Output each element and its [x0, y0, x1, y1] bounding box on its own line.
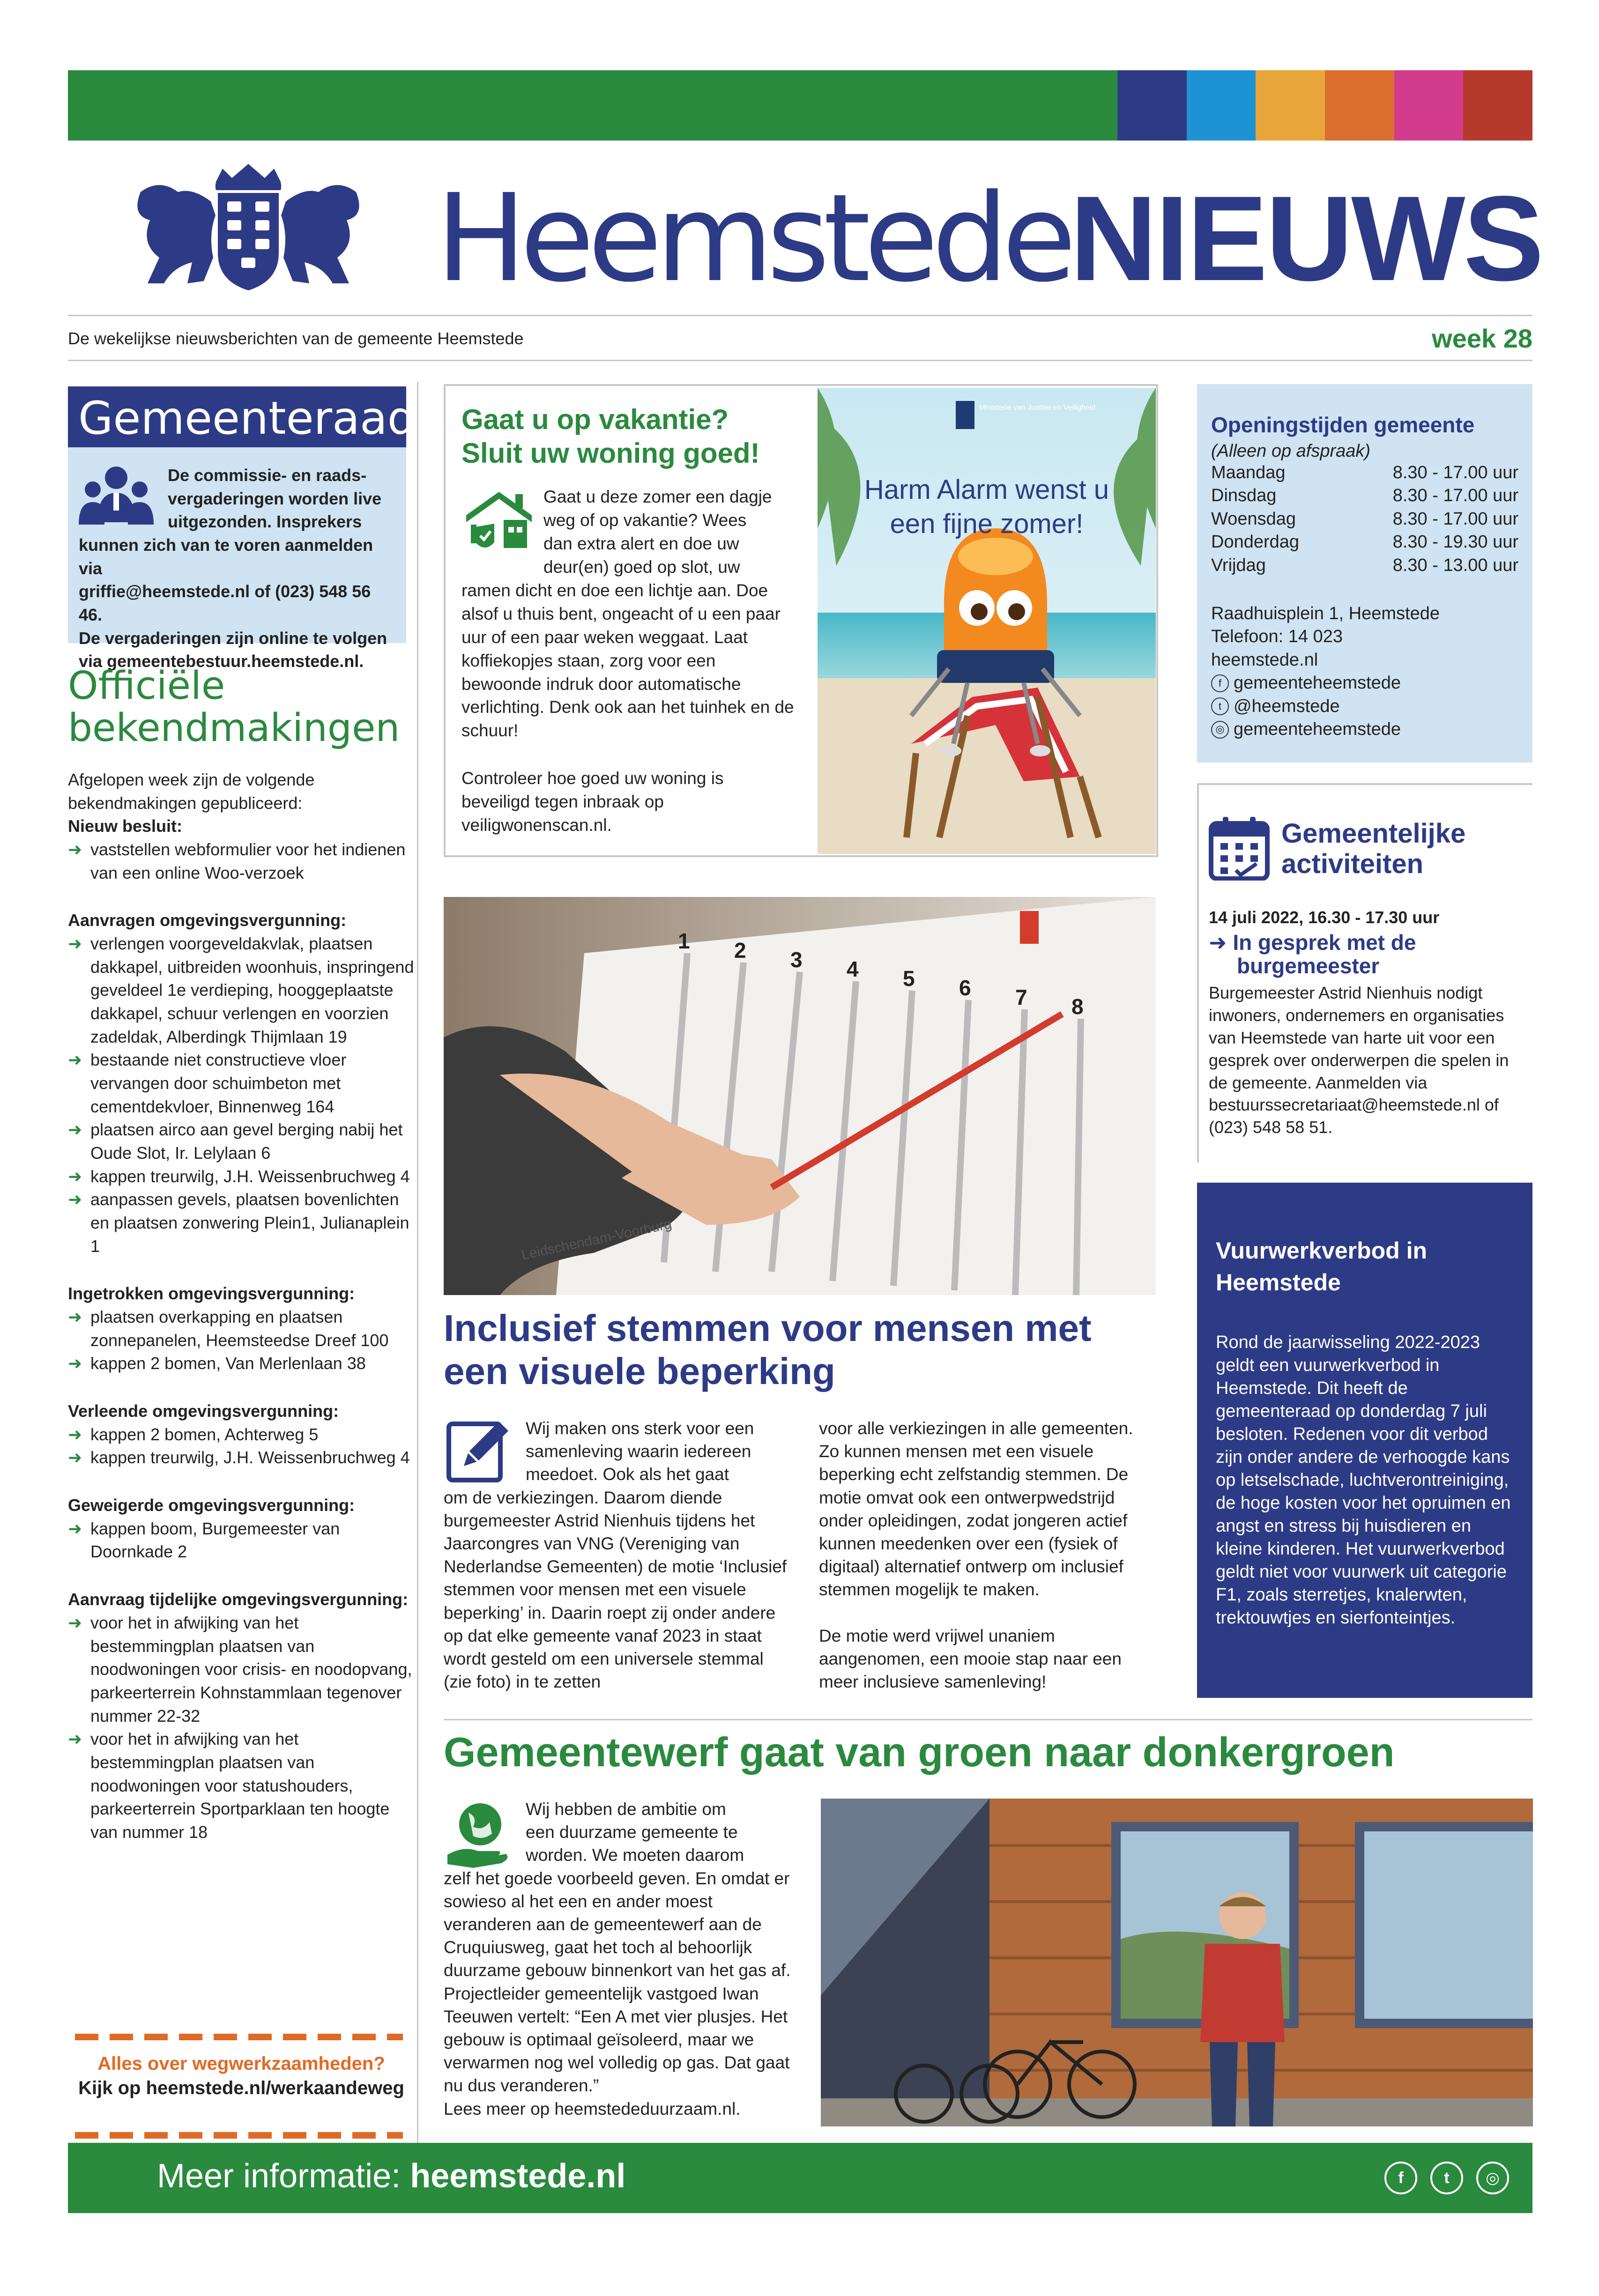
arrow-right-icon: ➜ [68, 1050, 82, 1070]
openingstijden-day: Vrijdag [1211, 555, 1266, 575]
vakantie-title [461, 403, 827, 470]
gemeenteraad-heading: Gemeenteraad [68, 386, 406, 447]
vuurwerk-text: Rond de jaarwisseling 2022-2023 geldt een vuurwerkverbod in Heemstede. Dit heeft de gemeenteraad op donderdag 7 juli besloten. Redenen voor dit verbod zijn onder andere de verhoogde kans op letselschade, luchtverontreiniging, de hoge kosten voor het opruimen en angst en stress bij huisdieren en kleine kinderen. Het vuurwerkverbod geldt niet voor vuurwerk uit categorie F1, zoals sterretjes, knalerwten, trektouwtjes en sierfonteintjes. [1216, 1333, 1511, 1628]
activiteit-title: ➜ In gesprek met de burgemeester [1209, 930, 1416, 978]
svg-text:6: 6 [959, 976, 971, 1000]
masthead-subtitle: De wekelijkse nieuwsberichten van de gemeente Heemstede [68, 329, 524, 348]
twitter-link[interactable] [1211, 695, 1518, 718]
bekendmaking-item-text: kappen 2 bomen, Van Merlenlaan 38 [90, 1354, 366, 1373]
bekendmaking-item-text: voor het in afwijking van het bestemmingplan plaatsen van noodwoningen voor crisis- en noodopvang, parkeerterrein Kohnstammlaan tegenover nummer 22-32 [90, 1613, 412, 1726]
activiteiten-title-line: Gemeentelijke [1281, 818, 1466, 849]
gemeenteraad-line: De commissie- en raads- [168, 466, 367, 485]
bekendmaking-item[interactable] [68, 838, 415, 884]
harm-alarm-caption-line: een fijne zomer! [890, 508, 1084, 539]
openingstijden-hours: 8.30 - 17.00 uur [1392, 463, 1518, 482]
bekendmaking-section-heading: Aanvragen omgevingsvergunning: [68, 911, 347, 930]
stemmen-title-line: Inclusief stemmen voor mensen met [444, 1307, 1092, 1349]
bekendmakingen-title-line: Officiële [68, 664, 225, 708]
instagram-link[interactable] [1211, 718, 1518, 741]
bekendmaking-item[interactable] [68, 1352, 415, 1375]
color-bar-green [68, 70, 1117, 141]
bekendmakingen-intro: Afgelopen week zijn de volgende bekendmakingen gepubliceerd: [68, 770, 315, 813]
bekendmakingen-title [68, 665, 415, 749]
activiteiten-body [1209, 906, 1527, 1139]
stemmen-column-2 [819, 1417, 1156, 1693]
color-bar-red [1463, 70, 1532, 141]
gemeentewerf-more-link[interactable]: Lees meer op heemstededuurzaam.nl. [444, 2099, 741, 2118]
gemeentewerf-text-line: worden. We moeten daarom [526, 1845, 744, 1865]
dashed-divider [75, 2034, 403, 2040]
svg-text:3: 3 [790, 948, 803, 972]
activiteiten-title [1281, 819, 1465, 880]
bekendmaking-item[interactable] [68, 1611, 415, 1727]
facebook-icon: f [1211, 674, 1229, 692]
bekendmakingen-list [68, 768, 415, 1844]
activiteit-description: Burgemeester Astrid Nienhuis nodigt inwoners, ondernemers en organisaties van Heemstede van harte uit voor een gesprek over onderwerpen die spelen in de gemeente. Aanmelden via bestuurssecretariaat@heemstede.nl of (023) 548 58 51. [1209, 983, 1509, 1137]
bekendmaking-item-text: kappen treurwilg, J.H. Weissenbruchweg 4 [90, 1448, 410, 1467]
stemmen-column-1 [444, 1417, 790, 1693]
gemeentewerf-text-line: Wij hebben de ambitie om [526, 1800, 726, 1819]
vakantie-body [461, 485, 799, 837]
harm-alarm-caption-line: Harm Alarm wenst u [864, 474, 1109, 505]
bekendmaking-item-text: aanpassen gevels, plaatsen bovenlichten en plaatsen zonwering Plein1, Julianaplein 1 [90, 1190, 409, 1256]
svg-text:2: 2 [734, 938, 746, 963]
gemeentewerf-paragraph: zelf het goede voorbeeld geven. En omdat er sowieso al het een en ander moest veranderen aan de gemeentewerf aan de Cruquiusweg, gaat het toch al behoorlijk duurzame gebouw binnenkort van het gas af. Projectleider gemeentelijk vastgoed Iwan Teeuwen vertelt: “Een A met vier plusjes. Het gebouw is optimaal geïsoleerd, maar we verwarmen nog wel volledig op gas. Dat gaat nu dus veranderen.” [444, 1868, 791, 2096]
vuurwerk-title [1216, 1235, 1514, 1298]
stemmen-title [444, 1307, 1175, 1393]
openingstijden-row [1211, 461, 1518, 484]
activiteit-date: 14 juli 2022, 16.30 - 17.30 uur [1209, 908, 1440, 927]
openingstijden-row [1211, 508, 1518, 531]
stemmen-text-line: Wij maken ons sterk voor een [526, 1419, 754, 1438]
contact-info [1211, 602, 1518, 741]
arrow-right-icon: ➜ [68, 1120, 82, 1140]
stemmen-text-line: samenleving waarin iedereen [526, 1442, 751, 1461]
color-bar-blue [1187, 70, 1256, 141]
vakantie-text-line: weg of op vakantie? Wees [543, 510, 747, 530]
bekendmaking-item[interactable] [68, 932, 415, 1048]
top-color-bar [68, 70, 1532, 141]
bekendmakingen-title-line: bekendmakingen [68, 706, 400, 751]
openingstijden-day: Donderdag [1211, 532, 1300, 552]
footer-bar [68, 2143, 1532, 2213]
bekendmaking-item-text: vaststellen webformulier voor het indienen van een online Woo-verzoek [90, 840, 406, 882]
footer-social-icons [1384, 2162, 1509, 2194]
bekendmaking-item-text: kappen 2 bomen, Achterweg 5 [90, 1424, 319, 1444]
svg-text:5: 5 [903, 966, 915, 991]
bekendmaking-item-text: kappen boom, Burgemeester van Doornkade 2 [90, 1518, 340, 1562]
openingstijden-row [1211, 531, 1518, 554]
bekendmaking-item-text: bestaande niet constructieve vloer vervangen door schuimbeton met cementdekvloer, Binnenweg 164 [90, 1050, 347, 1116]
gemeenteraad-line: vergaderingen worden live [168, 489, 382, 508]
openingstijden-subtitle: (Alleen op afspraak) [1211, 441, 1371, 461]
gemeenteraad-line: kunnen zich van te voren aanmelden via [79, 535, 373, 578]
harm-alarm-caption [818, 473, 1156, 541]
gemeenteraad-text [79, 464, 397, 673]
stemmal-label: Leidschendam-Voorburg [520, 1216, 673, 1263]
facebook-icon[interactable]: f [1384, 2162, 1417, 2194]
facebook-link[interactable] [1211, 672, 1518, 695]
gemeentewerf-title: Gemeentewerf gaat van groen naar donkergroen [444, 1729, 1395, 1775]
activiteiten-title-line: activiteiten [1281, 848, 1423, 879]
openingstijden-title: Openingstijden gemeente [1211, 413, 1475, 437]
arrow-right-icon: ➜ [68, 1166, 82, 1186]
divider [444, 1719, 1532, 1720]
wegwerk-link[interactable]: Kijk op heemstede.nl/werkaandeweg [78, 2078, 404, 2098]
svg-text:7: 7 [1015, 985, 1027, 1009]
bekendmaking-item[interactable] [68, 1727, 415, 1844]
phone[interactable]: Telefoon: 14 023 [1211, 627, 1343, 647]
openingstijden-day: Dinsdag [1211, 486, 1277, 506]
vakantie-paragraph-link: Controleer hoe goed uw woning is beveiligd tegen inbraak op veiligwonenscan.nl. [461, 769, 724, 835]
arrow-right-icon: ➜ [68, 1190, 82, 1209]
gemeentewerf-body [444, 1798, 800, 2120]
color-bar-yellow [1256, 70, 1325, 141]
vakantie-title-line: Sluit uw woning goed! [461, 437, 760, 469]
instagram-handle: gemeenteheemstede [1234, 719, 1401, 739]
vakantie-paragraph: ramen dicht en doe een lichtje aan. Doe alsof u thuis bent, ongeacht of u een paar uur of een paar weken weggaat. Laat koffiekopjes staan, zorg voor een bewoonde indruk door automatische verlichting. Denk ook aan het tuinhek en de schuur! [461, 580, 794, 741]
color-bar-pink [1394, 70, 1464, 141]
vuurwerk-box [1197, 1183, 1532, 1698]
twitter-icon[interactable]: t [1430, 2162, 1463, 2194]
divider [68, 360, 1532, 361]
week-number: week 28 [1432, 324, 1532, 353]
arrow-right-icon: ➜ [68, 1424, 82, 1444]
arrow-right-icon: ➜ [68, 1729, 82, 1749]
gemeenteraad-line: De vergaderingen zijn online te volgen [79, 628, 387, 648]
arrow-right-icon: ➜ [68, 1354, 82, 1373]
bekendmaking-item[interactable] [68, 1305, 415, 1352]
arrow-right-icon: ➜ [68, 1448, 82, 1467]
openingstijden-row [1211, 484, 1518, 507]
vuurwerk-title-line: Heemstede [1216, 1269, 1341, 1296]
openingstijden-hours: 8.30 - 17.00 uur [1392, 486, 1518, 506]
gemeenteraad-contact[interactable]: griffie@heemstede.nl of (023) 548 56 46. [79, 582, 371, 625]
bekendmaking-item-text: verlengen voorgeveldakvlak, plaatsen dakkapel, uitbreiden woonhuis, inspringend geveldeel 1e verdieping, hooggeplaatste dakkapel, schuur verlengen en voorzien zadeldak, Alberdingk Thijmlaan 19 [90, 934, 414, 1046]
openingstijden-row [1211, 554, 1518, 577]
heemstede-coat-of-arms-logo[interactable] [122, 164, 375, 295]
stemmen-paragraph: voor alle verkiezingen in alle gemeenten. Zo kunnen mensen met een visuele beperking echt zelfstandig stemmen. De motie omvat ook een ontwerpwedstrijd onder opleidingen, zodat jongeren actief kunnen meedenken over een (fysiek of digitaal) alternatief ontwerp om inclusief stemmen mogelijk te maken. [819, 1419, 1133, 1600]
footer-text [157, 2157, 625, 2195]
instagram-icon: ◎ [1211, 721, 1229, 739]
stemmen-text-line: meedoet. Ook als het gaat [526, 1465, 729, 1484]
arrow-right-icon: ➜ [68, 1518, 82, 1538]
vakantie-text-line: dan extra alert en doe uw [543, 533, 739, 553]
color-bar-navy [1117, 70, 1187, 141]
bekendmaking-item-text: plaatsen overkapping en plaatsen zonnepanelen, Heemsteedse Dreef 100 [90, 1307, 389, 1350]
stemmen-title-line: een visuele beperking [444, 1350, 835, 1392]
arrow-right-icon: ➜ [68, 934, 82, 954]
bekendmaking-item[interactable] [68, 1048, 415, 1118]
bekendmaking-section-heading: Aanvraag tijdelijke omgevingsvergunning: [68, 1590, 409, 1609]
svg-text:4: 4 [847, 957, 859, 981]
wegwerk-question: Alles over wegwerkzaamheden? [97, 2053, 385, 2074]
bekendmaking-item[interactable] [68, 1423, 415, 1446]
vakantie-text-line: Gaat u deze zomer een dagje [543, 487, 772, 506]
gemeentewerf-photo [821, 1799, 1533, 2126]
bekendmaking-section-heading: Nieuw besluit: [68, 816, 183, 836]
facebook-handle: gemeenteheemstede [1234, 673, 1401, 693]
address: Raadhuisplein 1, Heemstede [1211, 603, 1440, 623]
openingstijden-hours: 8.30 - 17.00 uur [1392, 509, 1518, 529]
footer-label: Meer informatie: [157, 2157, 401, 2195]
bekendmaking-item[interactable] [68, 1517, 415, 1563]
openingstijden-hours: 8.30 - 13.00 uur [1392, 555, 1518, 575]
masthead-title-thin: Heemstede [436, 168, 1070, 309]
gemeenteraad-line: uitgezonden. Insprekers [168, 512, 362, 532]
stemmen-paragraph: De motie werd vrijwel unaniem aangenomen, een mooie stap naar een meer inclusieve samenleving! [819, 1626, 1122, 1692]
svg-text:8: 8 [1071, 994, 1084, 1019]
bekendmaking-section-heading: Ingetrokken omgevingsvergunning: [68, 1284, 355, 1304]
calendar-icon [1209, 815, 1270, 881]
harm-alarm-illustration [818, 388, 1156, 854]
vakantie-title-line: Gaat u op vakantie? [461, 404, 729, 435]
instagram-icon[interactable]: ◎ [1476, 2162, 1509, 2194]
bekendmaking-item[interactable] [68, 1165, 415, 1188]
arrow-right-icon: ➜ [68, 1613, 82, 1632]
bekendmaking-section-heading: Verleende omgevingsvergunning: [68, 1401, 339, 1421]
ministry-logo-text: Ministerie van Justitie en Veiligheid [979, 404, 1096, 412]
bekendmaking-section-heading: Geweigerde omgevingsvergunning: [68, 1496, 355, 1515]
divider [68, 315, 1532, 316]
masthead-title-bold: NIEUWS [1070, 170, 1542, 306]
stemmal-photo [444, 897, 1156, 1295]
bekendmaking-item-text: plaatsen airco aan gevel berging nabij het Oude Slot, Ir. Lelylaan 6 [90, 1120, 403, 1163]
openingstijden-day: Woensdag [1211, 509, 1296, 529]
wegwerk-notice [68, 2052, 415, 2100]
stemmen-paragraph: om de verkiezingen. Daarom diende burgemeester Astrid Nienhuis tijdens het Jaarcongres van VNG (Vereniging van Nederlandse Gemeenten) de motie ‘Inclusief stemmen voor mensen met een visuele beperking’ in. Daarin roept zij onder andere op dat elke gemeente vanaf 2023 in staat wordt gesteld om een universele stemmal (zie foto) in te zetten [444, 1488, 787, 1692]
bekendmaking-item-text: voor het in afwijking van het bestemmingplan plaatsen van noodwoningen voor statushouders, parkeerterrein Sportparklaan ten hoogte van nummer 18 [90, 1729, 390, 1842]
bekendmaking-item[interactable] [68, 1446, 415, 1469]
bekendmaking-item[interactable] [68, 1118, 415, 1164]
bekendmaking-item-text: kappen treurwilg, J.H. Weissenbruchweg 4 [90, 1166, 410, 1186]
dashed-divider [75, 2132, 403, 2139]
gemeenteraad-website-link[interactable]: via gemeentebestuur.heemstede.nl. [79, 652, 364, 671]
bekendmaking-item[interactable] [68, 1188, 415, 1258]
gemeentewerf-text-line: een duurzame gemeente te [526, 1822, 738, 1842]
column-divider [417, 382, 418, 2190]
vuurwerk-title-line: Vuurwerkverbod in [1216, 1237, 1428, 1264]
svg-text:1: 1 [678, 929, 690, 953]
openingstijden-box [1197, 384, 1532, 763]
openingstijden-hours: 8.30 - 19.30 uur [1392, 532, 1518, 552]
twitter-handle: @heemstede [1234, 696, 1340, 716]
vakantie-text-line: deur(en) goed op slot, uw [543, 557, 740, 577]
openingstijden-day: Maandag [1211, 463, 1286, 482]
arrow-right-icon: ➜ [68, 1307, 82, 1327]
twitter-icon: t [1211, 697, 1229, 715]
arrow-right-icon: ➜ [68, 840, 82, 859]
color-bar-orange [1325, 70, 1394, 141]
footer-website-link[interactable]: heemstede.nl [410, 2157, 626, 2195]
masthead-title [436, 168, 1542, 309]
website-link[interactable]: heemstede.nl [1211, 650, 1318, 670]
